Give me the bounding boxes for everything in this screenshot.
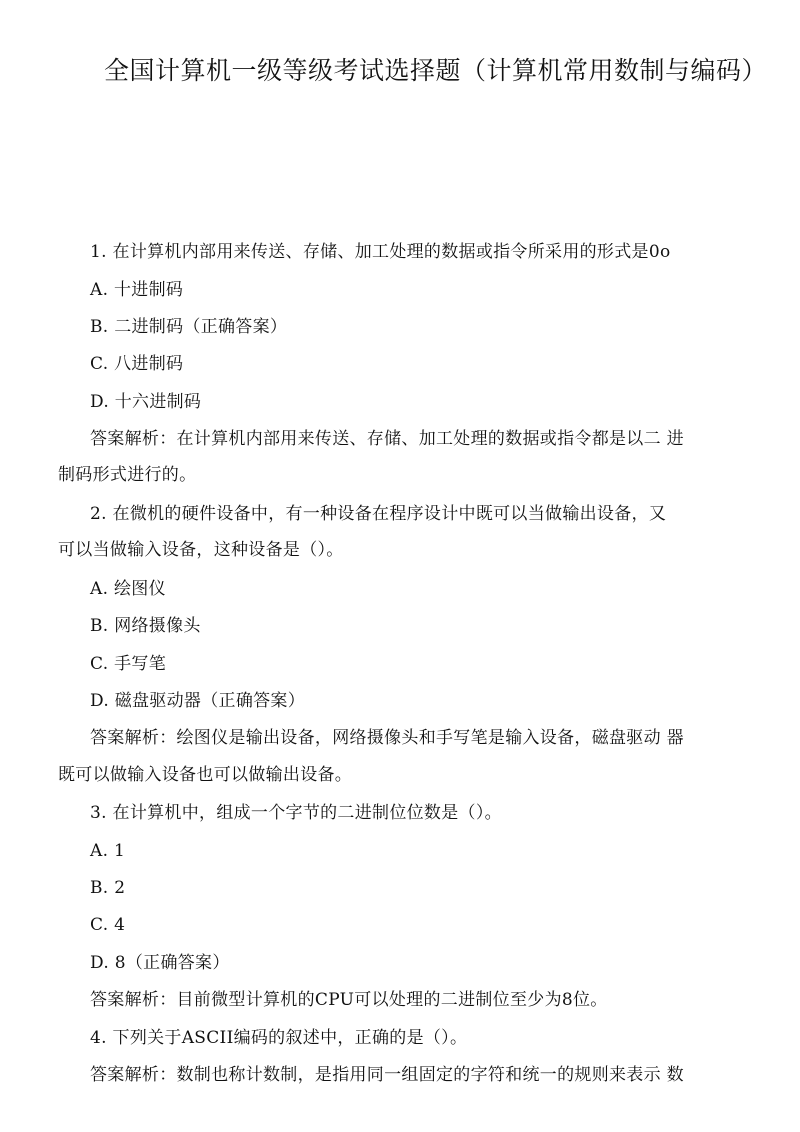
question-3-option-d: D. 8（正确答案） <box>90 953 230 973</box>
question-3-explanation: 答案解析：目前微型计算机的CPU可以处理的二进制位至少为8位。 <box>90 990 608 1010</box>
question-2-explanation-cont: 既可以做输入设备也可以做输出设备。 <box>58 765 353 785</box>
question-2-explanation: 答案解析：绘图仪是输出设备，网络摄像头和手写笔是输入设备，磁盘驱动 器 <box>90 728 684 748</box>
question-2-stem-cont: 可以当做输入设备，这种设备是（）。 <box>58 540 344 560</box>
question-4-stem: 4. 下列关于ASCII编码的叙述中，正确的是（）。 <box>90 1028 468 1048</box>
question-3-option-b: B. 2 <box>90 878 126 898</box>
question-1-option-c: C. 八进制码 <box>90 354 184 374</box>
question-1-explanation: 答案解析：在计算机内部用来传送、存储、加工处理的数据或指令都是以二 进 <box>90 429 684 449</box>
question-1-option-d: D. 十六进制码 <box>90 392 202 412</box>
question-1-explanation-cont: 制码形式进行的。 <box>58 465 197 485</box>
question-2-option-d: D. 磁盘驱动器（正确答案） <box>90 691 306 711</box>
question-3-stem: 3. 在计算机中，组成一个字节的二进制位位数是（）。 <box>90 803 502 823</box>
document-title: 全国计算机一级等级考试选择题（计算机常用数制与编码） <box>104 56 768 85</box>
question-1-stem: 1. 在计算机内部用来传送、存储、加工处理的数据或指令所采用的形式是0o <box>90 242 671 262</box>
question-4-explanation: 答案解析：数制也称计数制，是指用同一组固定的字符和统一的规则来表示 数 <box>90 1065 684 1085</box>
question-3-option-a: A. 1 <box>90 841 126 861</box>
question-2-option-c: C. 手写笔 <box>90 654 167 674</box>
question-2-option-a: A. 绘图仪 <box>90 579 166 599</box>
question-1-option-b: B. 二进制码（正确答案） <box>90 317 288 337</box>
question-2-option-b: B. 网络摄像头 <box>90 616 201 636</box>
question-3-option-c: C. 4 <box>90 915 126 935</box>
question-2-stem: 2. 在微机的硬件设备中，有一种设备在程序设计中既可以当做输出设备，又 <box>90 504 667 524</box>
question-1-option-a: A. 十进制码 <box>90 280 184 300</box>
